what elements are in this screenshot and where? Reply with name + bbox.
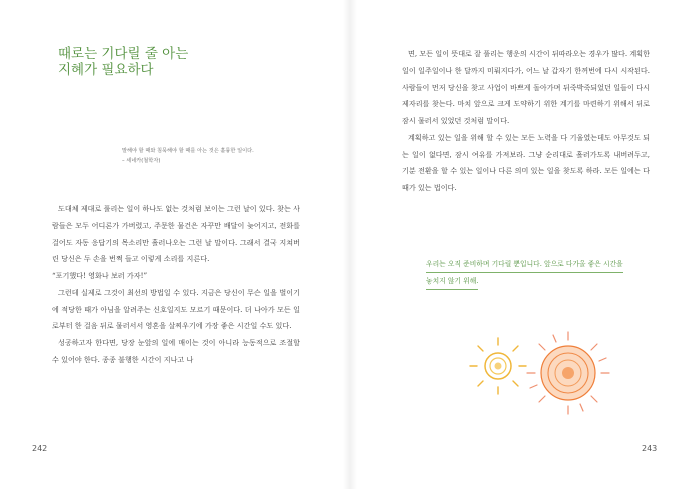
quote-attribution: – 세네카(철학자)	[122, 158, 161, 164]
title-line: 지혜가 필요하다	[58, 62, 154, 78]
large-sun-icon	[527, 332, 609, 414]
page-number: 243	[642, 444, 658, 453]
quote-text: 말해야 할 때와 침묵해야 할 때를 아는 것은 훌륭한 일이다.	[122, 148, 254, 154]
highlight-line: 놓치지 않기 위해.	[426, 273, 478, 290]
page-title	[58, 46, 188, 78]
page-number: 242	[32, 444, 48, 453]
epigraph-quote	[122, 146, 302, 166]
paragraph: 면, 모든 일이 뜻대로 잘 풀리는 행운의 시간이 뒤따라오는 경우가 많다. 계획한 일이 일주일이나 한 달까지 미뤄지다가, 어느 날 갑자기 한꺼번에 다시 시작된다. 사람들이 먼저 당신을 찾고 사업이 바쁘게 돌아가며 뒤죽박죽되었던 일들이 다시 제자리를 찾는다. 마치 앞으로 크게 도약하기 위한 계기를 마련하기 위해서 뒤로 잠시 물러서 있었던 것처럼 말이다.	[402, 49, 650, 125]
highlight-line: 우리는 오직 준비하며 기다릴 뿐입니다. 앞으로 다가올 좋은 시간을	[426, 256, 623, 273]
paragraph: 계획하고 있는 일을 위해 할 수 있는 모든 노력을 다 기울였는데도 아무것도 되는 일이 없다면, 잠시 여유를 가져보라. 그냥 순리대로 흘러가도록 내버려두고, 기분 전환을 할 수 있는 일이나 다른 의미 있는 일을 찾도록 하라. 모든 일에는 다 때가 있는 법이다.	[402, 132, 650, 192]
body-text	[52, 201, 300, 369]
paragraph: 도대체 제대로 풀리는 일이 하나도 없는 것처럼 보이는 그런 날이 있다. 찾는 사람들은 모두 어디론가 가버렸고, 주문한 물건은 자꾸만 배달이 늦어지고, 전화를 걸어도 자동 응답기의 목소리만 흘러나오는 그런 날 말이다. 그래서 결국 지쳐버린 당신은 두 손을 번쩍 들고 이렇게 소리를 지른다.	[52, 204, 300, 264]
small-sun-icon	[470, 338, 526, 394]
sun-drawing-icon	[350, 0, 700, 489]
title-line: 때로는 기다릴 줄 아는	[58, 46, 189, 62]
paragraph: 성공하고자 한다면, 당장 눈앞의 일에 매이는 것이 아니라 능동적으로 조절할 수 있어야 한다. 종종 불행한 시간이 지나고 나	[52, 338, 300, 364]
paragraph: 그런데 실제로 그것이 최선의 방법일 수 있다. 지금은 당신이 무슨 일을 벌이기에 적당한 때가 아님을 알려주는 신호일지도 모르기 때문이다. 더 나아가 모든 일로부터 한 걸음 뒤로 물러서서 영혼을 살찌우기에 가장 좋은 시간일 수도 있다.	[52, 287, 300, 331]
paragraph: “포기했다! 영화나 보러 가자!”	[52, 271, 148, 280]
right-page	[350, 0, 700, 489]
